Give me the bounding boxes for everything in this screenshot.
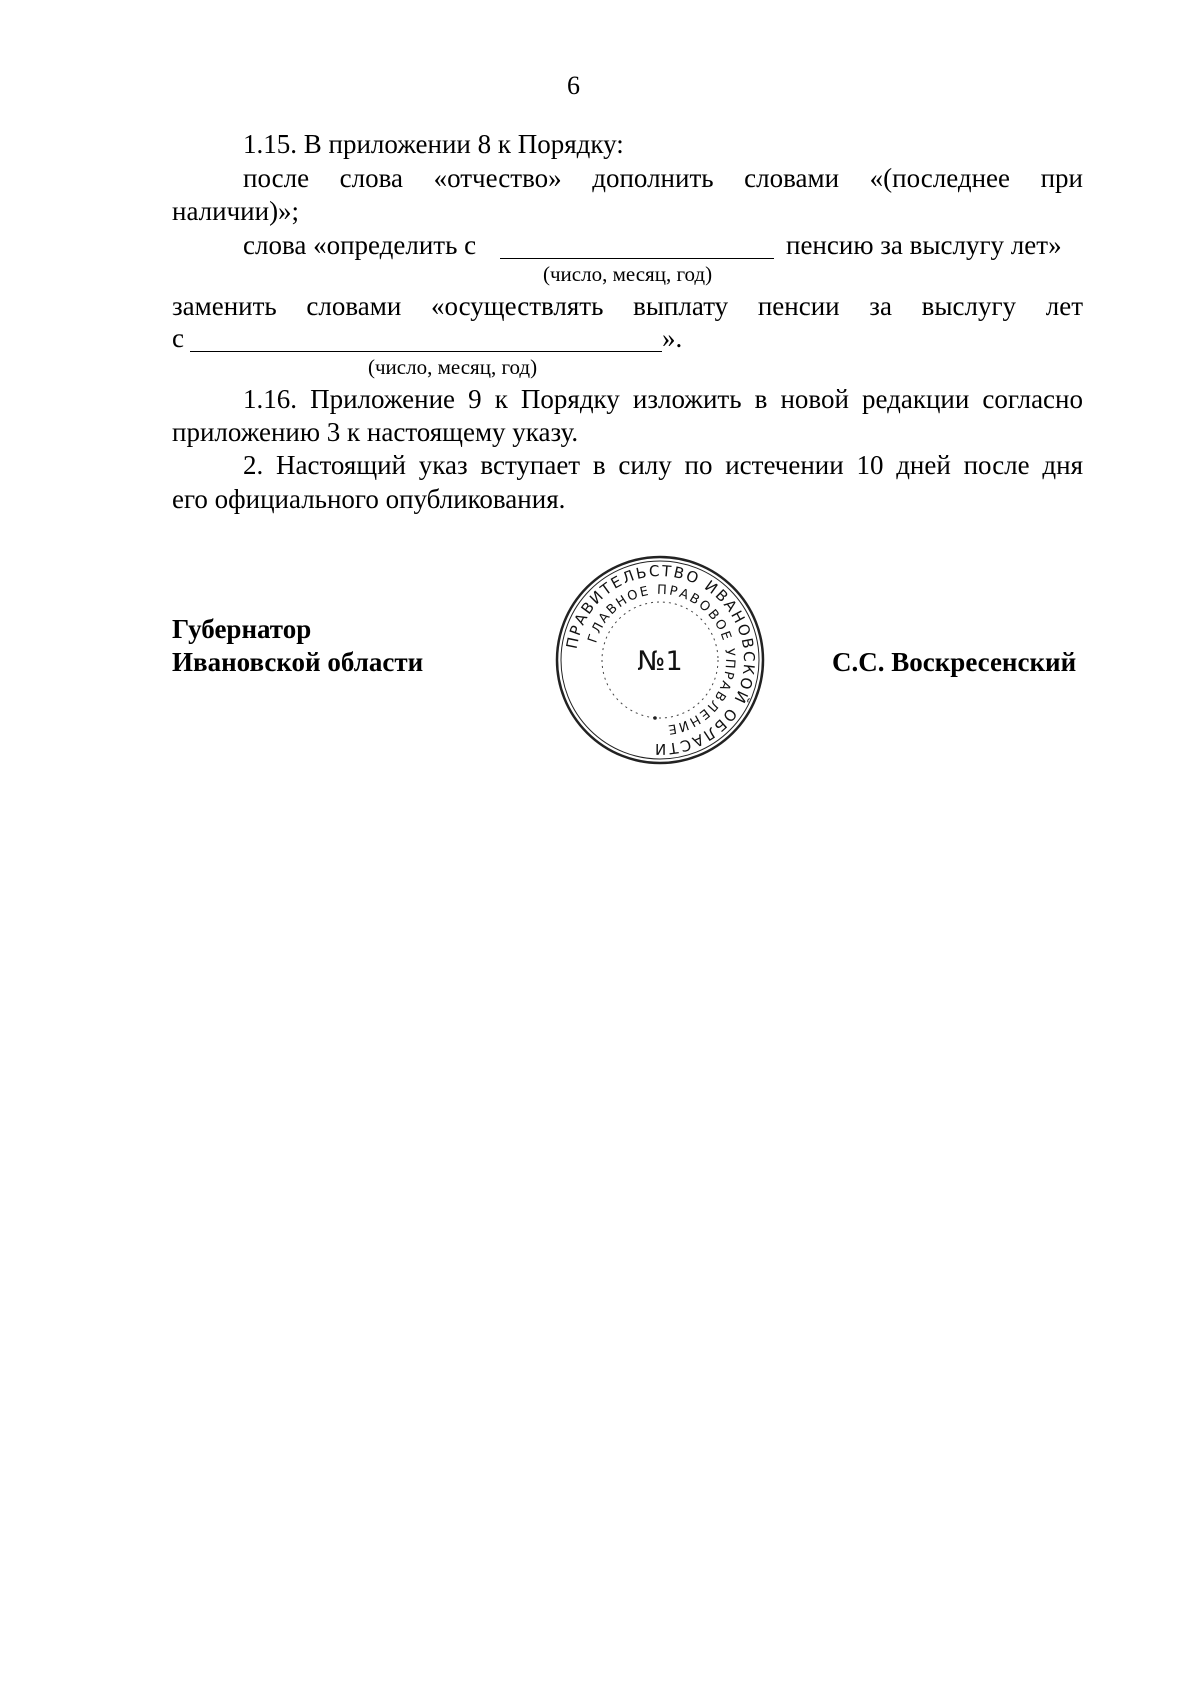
paragraph-1-16-line-1: 1.16. Приложение 9 к Порядку изложить в новой редакции согласно — [243, 384, 1083, 414]
date-blank-line-1 — [500, 234, 774, 259]
paragraph-1-15-line-5: заменить словами «осуществлять выплату пенсии за выслугу лет — [172, 291, 1083, 321]
paragraph-2-line-2: его официального опубликования. — [172, 484, 566, 514]
seal-number: №1 — [637, 646, 683, 677]
paragraph-1-15-line-2: после слова «отчество» дополнить словами «(последнее при — [243, 163, 1083, 193]
seal-inner-text: ГЛАВНОЕ ПРАВОВОЕ УПРАВЛЕНИЕ — [585, 582, 738, 737]
paragraph-1-15-line-6-end: ». — [662, 323, 683, 353]
signatory-position-line-1: Губернатор — [172, 614, 312, 644]
paragraph-1-15-line-4-end: пенсию за выслугу лет» — [786, 230, 1062, 260]
paragraph-2-line-1: 2. Настоящий указ вступает в силу по истечении 10 дней после дня — [243, 450, 1083, 480]
page-number: 6 — [567, 71, 580, 100]
official-seal-stamp — [555, 555, 765, 765]
date-hint-1: (число, месяц, год) — [543, 262, 713, 286]
paragraph-1-15-line-4-start: слова «определить с — [243, 230, 477, 260]
paragraph-1-15-line-3: наличии)»; — [172, 196, 300, 226]
date-hint-2: (число, месяц, год) — [368, 355, 538, 379]
paragraph-1-16-line-2: приложению 3 к настоящему указу. — [172, 417, 579, 447]
signatory-position-line-2: Ивановской области — [172, 647, 424, 677]
paragraph-1-15-title: 1.15. В приложении 8 к Порядку: — [243, 129, 624, 159]
paragraph-1-15-line-6-start: с — [172, 323, 184, 353]
signatory-name: С.С. Воскресенский — [832, 647, 1077, 677]
date-blank-line-2 — [190, 327, 662, 352]
seal-outer-text: ПРАВИТЕЛЬСТВО ИВАНОВСКОЙ ОБЛАСТИ — [562, 561, 759, 759]
